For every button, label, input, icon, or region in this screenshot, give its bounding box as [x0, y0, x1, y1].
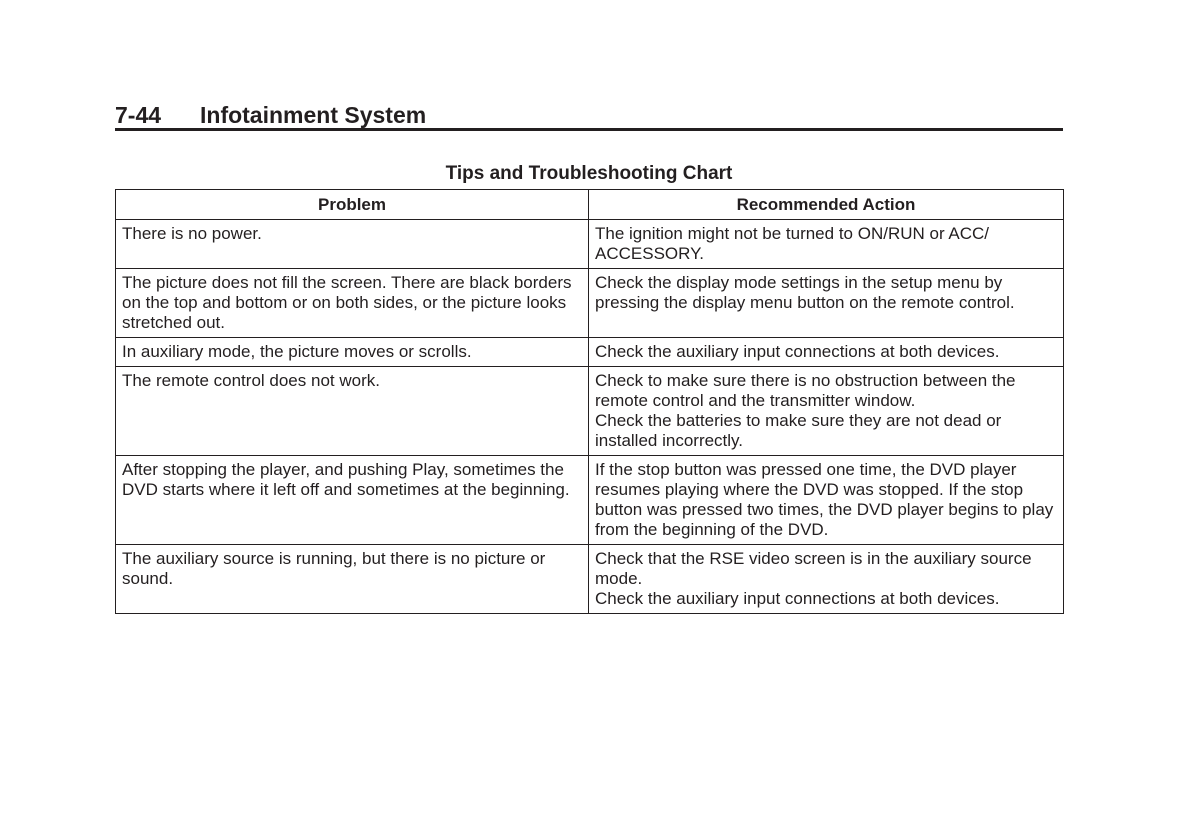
- table-row: [116, 545, 1064, 614]
- problem-cell: In auxiliary mode, the picture moves or scrolls.: [116, 338, 589, 367]
- problem-cell: The auxiliary source is running, but there is no picture or sound.: [116, 545, 589, 614]
- problem-cell: The remote control does not work.: [116, 367, 589, 456]
- action-cell: [589, 338, 1064, 367]
- problem-cell: The picture does not fill the screen. There are black borders on the top and bottom or on both sides, or the picture looks stretched out.: [116, 269, 589, 338]
- action-text: Check to make sure there is no obstruction between the remote control and the transmitter window.: [595, 371, 1016, 410]
- action-text: If the stop button was pressed one time, the DVD player resumes playing where the DVD was stopped. If the stop button was pressed two times, the DVD player begins to play from the beginning of the DVD.: [595, 460, 1054, 539]
- action-cell: [589, 367, 1064, 456]
- table-row: [116, 220, 1064, 269]
- table-row: [116, 338, 1064, 367]
- action-cell: [589, 456, 1064, 545]
- table-row: [116, 367, 1064, 456]
- chart-title: Tips and Troubleshooting Chart: [445, 163, 733, 184]
- action-text: Check that the RSE video screen is in the auxiliary source mode.: [595, 549, 1032, 588]
- page-header: [115, 101, 1063, 129]
- page-number: 7-44: [115, 102, 162, 128]
- troubleshooting-table: [115, 189, 1064, 614]
- action-text: Check the batteries to make sure they are not dead or installed incorrectly.: [595, 411, 1002, 450]
- action-cell: [589, 220, 1064, 269]
- action-cell: [589, 545, 1064, 614]
- action-text: Check the display mode settings in the setup menu by pressing the display menu button on the remote control.: [595, 273, 1015, 312]
- column-header-problem: Problem: [116, 190, 589, 220]
- problem-cell: After stopping the player, and pushing Play, sometimes the DVD starts where it left off and sometimes at the beginning.: [116, 456, 589, 545]
- action-text: Check the auxiliary input connections at both devices.: [595, 589, 1000, 608]
- header-rule: [115, 128, 1063, 131]
- problem-cell: There is no power.: [116, 220, 589, 269]
- table-row: [116, 456, 1064, 545]
- section-title: Infotainment System: [200, 102, 427, 128]
- table-header-row: [116, 190, 1064, 220]
- column-header-action: Recommended Action: [589, 190, 1064, 220]
- table-row: [116, 269, 1064, 338]
- action-cell: [589, 269, 1064, 338]
- action-text: Check the auxiliary input connections at both devices.: [595, 342, 1000, 361]
- action-text: The ignition might not be turned to ON/RUN or ACC/ ACCESSORY.: [595, 224, 990, 263]
